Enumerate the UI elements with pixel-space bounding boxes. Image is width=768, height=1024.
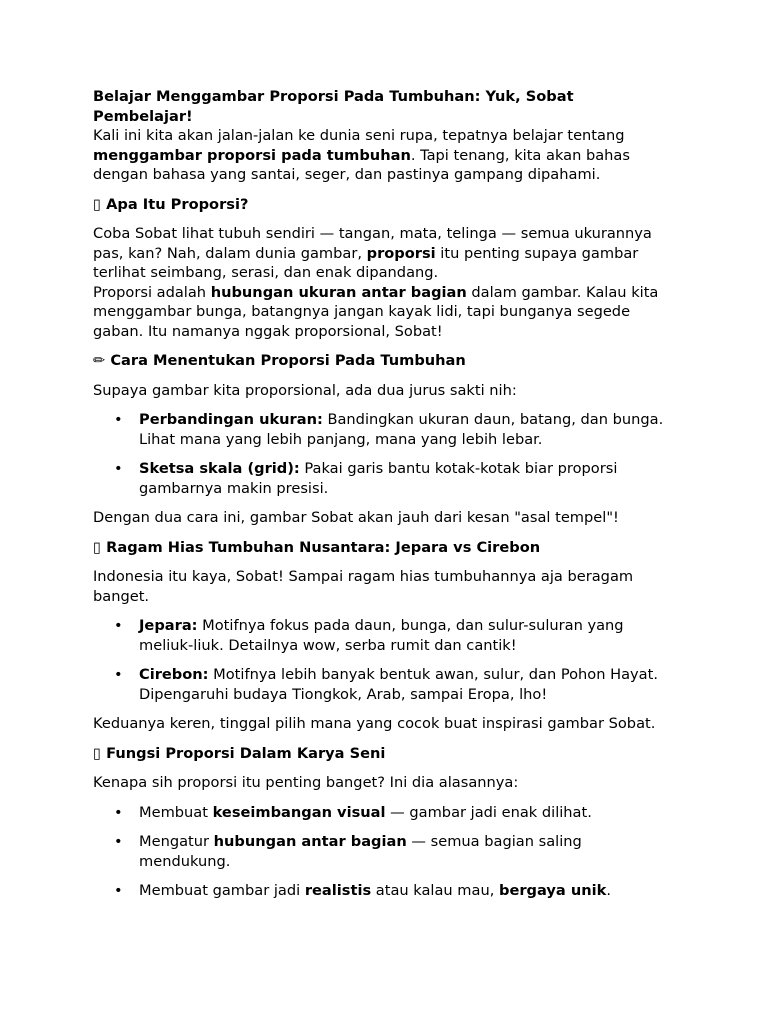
list-item-text: Mengatur (139, 833, 214, 850)
section-heading-fungsi-proporsi (93, 744, 673, 764)
list-item (93, 832, 673, 871)
bullet-icon: • (114, 833, 123, 850)
s2-intro: Supaya gambar kita proporsional, ada dua jurus sakti nih: (93, 381, 517, 399)
s1-p2-bold: hubungan ukuran antar bagian (210, 283, 467, 301)
bullet-icon: • (114, 617, 123, 634)
list-item-bold: Perbandingan ukuran: (139, 411, 323, 428)
list-item-text: Membuat gambar jadi (139, 882, 305, 899)
s2-list (93, 410, 673, 498)
list-item (93, 803, 673, 823)
s2-outro: Dengan dua cara ini, gambar Sobat akan jauh dari kesan "asal tempel"! (93, 509, 619, 526)
list-item-text: Bandingkan ukuran daun, batang, dan bunga. Lihat mana yang lebih panjang, mana yang lebih lebar. (139, 411, 664, 448)
section-heading-text: Ragam Hias Tumbuhan Nusantara: Jepara vs Cirebon (106, 538, 541, 556)
section-heading-ragam-hias (93, 538, 673, 558)
list-item-text: . (606, 882, 611, 899)
list-item-text: Motifnya lebih banyak bentuk awan, sulur, dan Pohon Hayat. Dipengaruhi budaya Tiongkok, Arab, sampai Eropa, lho! (139, 666, 658, 703)
s3-list (93, 616, 673, 704)
s1-p1-text-2: itu penting supaya gambar terlihat seimbang, serasi, dan enak dipandang. (93, 244, 639, 281)
list-item-bold: Jepara: (139, 617, 198, 634)
list-item (93, 881, 673, 901)
list-item-text: Membuat (139, 803, 213, 821)
s4-intro: Kenapa sih proporsi itu penting banget? Ini dia alasannya: (93, 774, 519, 791)
list-item (93, 665, 673, 704)
document-title: Belajar Menggambar Proporsi Pada Tumbuhan: Yuk, Sobat Pembelajar! (93, 88, 574, 125)
list-item-text: — semua bagian saling mendukung. (139, 833, 582, 870)
list-item (93, 459, 673, 498)
s1-paragraph-1 (93, 224, 673, 283)
list-item (93, 616, 673, 655)
intro-text-2: . Tapi tenang, kita akan bahas dengan bahasa yang santai, seger, dan pastinya gampang dipahami. (93, 146, 630, 183)
list-item-text: atau kalau mau, (371, 882, 499, 899)
section-heading-text: Apa Itu Proporsi? (106, 195, 249, 213)
list-item-bold: hubungan antar bagian (213, 833, 407, 850)
list-item-text: Motifnya fokus pada daun, bunga, dan sulur-suluran yang meliuk-liuk. Detailnya wow, serba rumit dan cantik! (139, 617, 624, 654)
list-item-bold: bergaya unik (499, 882, 607, 899)
bullet-icon: • (114, 666, 123, 683)
list-item (93, 410, 673, 449)
list-item-bold: realistis (304, 882, 372, 899)
s1-paragraph-2 (93, 283, 673, 342)
list-item-text: — gambar jadi enak dilihat. (385, 803, 592, 821)
section-heading-apa-itu-proporsi (93, 195, 673, 215)
intro-bold: menggambar proporsi pada tumbuhan (93, 146, 411, 164)
bullet-icon: • (114, 882, 123, 899)
bullet-icon: • (114, 803, 123, 821)
list-item-bold: Cirebon: (139, 666, 209, 683)
section-heading-cara-menentukan (93, 351, 673, 371)
s4-list (93, 803, 673, 901)
bullet-icon: • (114, 460, 123, 477)
box-icon: ▯ (93, 744, 102, 762)
intro-paragraph (93, 126, 673, 185)
list-item-bold: Sketsa skala (grid): (139, 460, 300, 477)
pencil-icon: ✏ (93, 352, 106, 369)
s1-p2-text-2: dalam gambar. Kalau kita menggambar bunga, batangnya jangan kayak lidi, tapi bunganya segede gaban. Itu namanya nggak proporsional, Sobat! (93, 283, 659, 340)
s1-p1-text-1: Coba Sobat lihat tubuh sendiri — tangan, mata, telinga — semua ukurannya pas, kan? Nah, dalam dunia gambar, (93, 225, 652, 262)
box-icon: ▯ (93, 195, 102, 213)
section-heading-text: Cara Menentukan Proporsi Pada Tumbuhan (110, 352, 466, 369)
s3-outro: Keduanya keren, tinggal pilih mana yang cocok buat inspirasi gambar Sobat. (93, 715, 656, 732)
list-item-text: Pakai garis bantu kotak-kotak biar proporsi gambarnya makin presisi. (139, 460, 618, 497)
s1-p2-text-1: Proporsi adalah (93, 283, 211, 301)
document-page (93, 87, 673, 901)
bullet-icon: • (114, 411, 123, 428)
s3-intro: Indonesia itu kaya, Sobat! Sampai ragam hias tumbuhannya aja beragam banget. (93, 568, 634, 605)
box-icon: ▯ (93, 538, 102, 556)
intro-text-1: Kali ini kita akan jalan-jalan ke dunia seni rupa, tepatnya belajar tentang (93, 127, 625, 144)
section-heading-text: Fungsi Proporsi Dalam Karya Seni (106, 744, 386, 762)
s1-p1-bold: proporsi (366, 244, 436, 262)
list-item-bold: keseimbangan visual (212, 803, 386, 821)
